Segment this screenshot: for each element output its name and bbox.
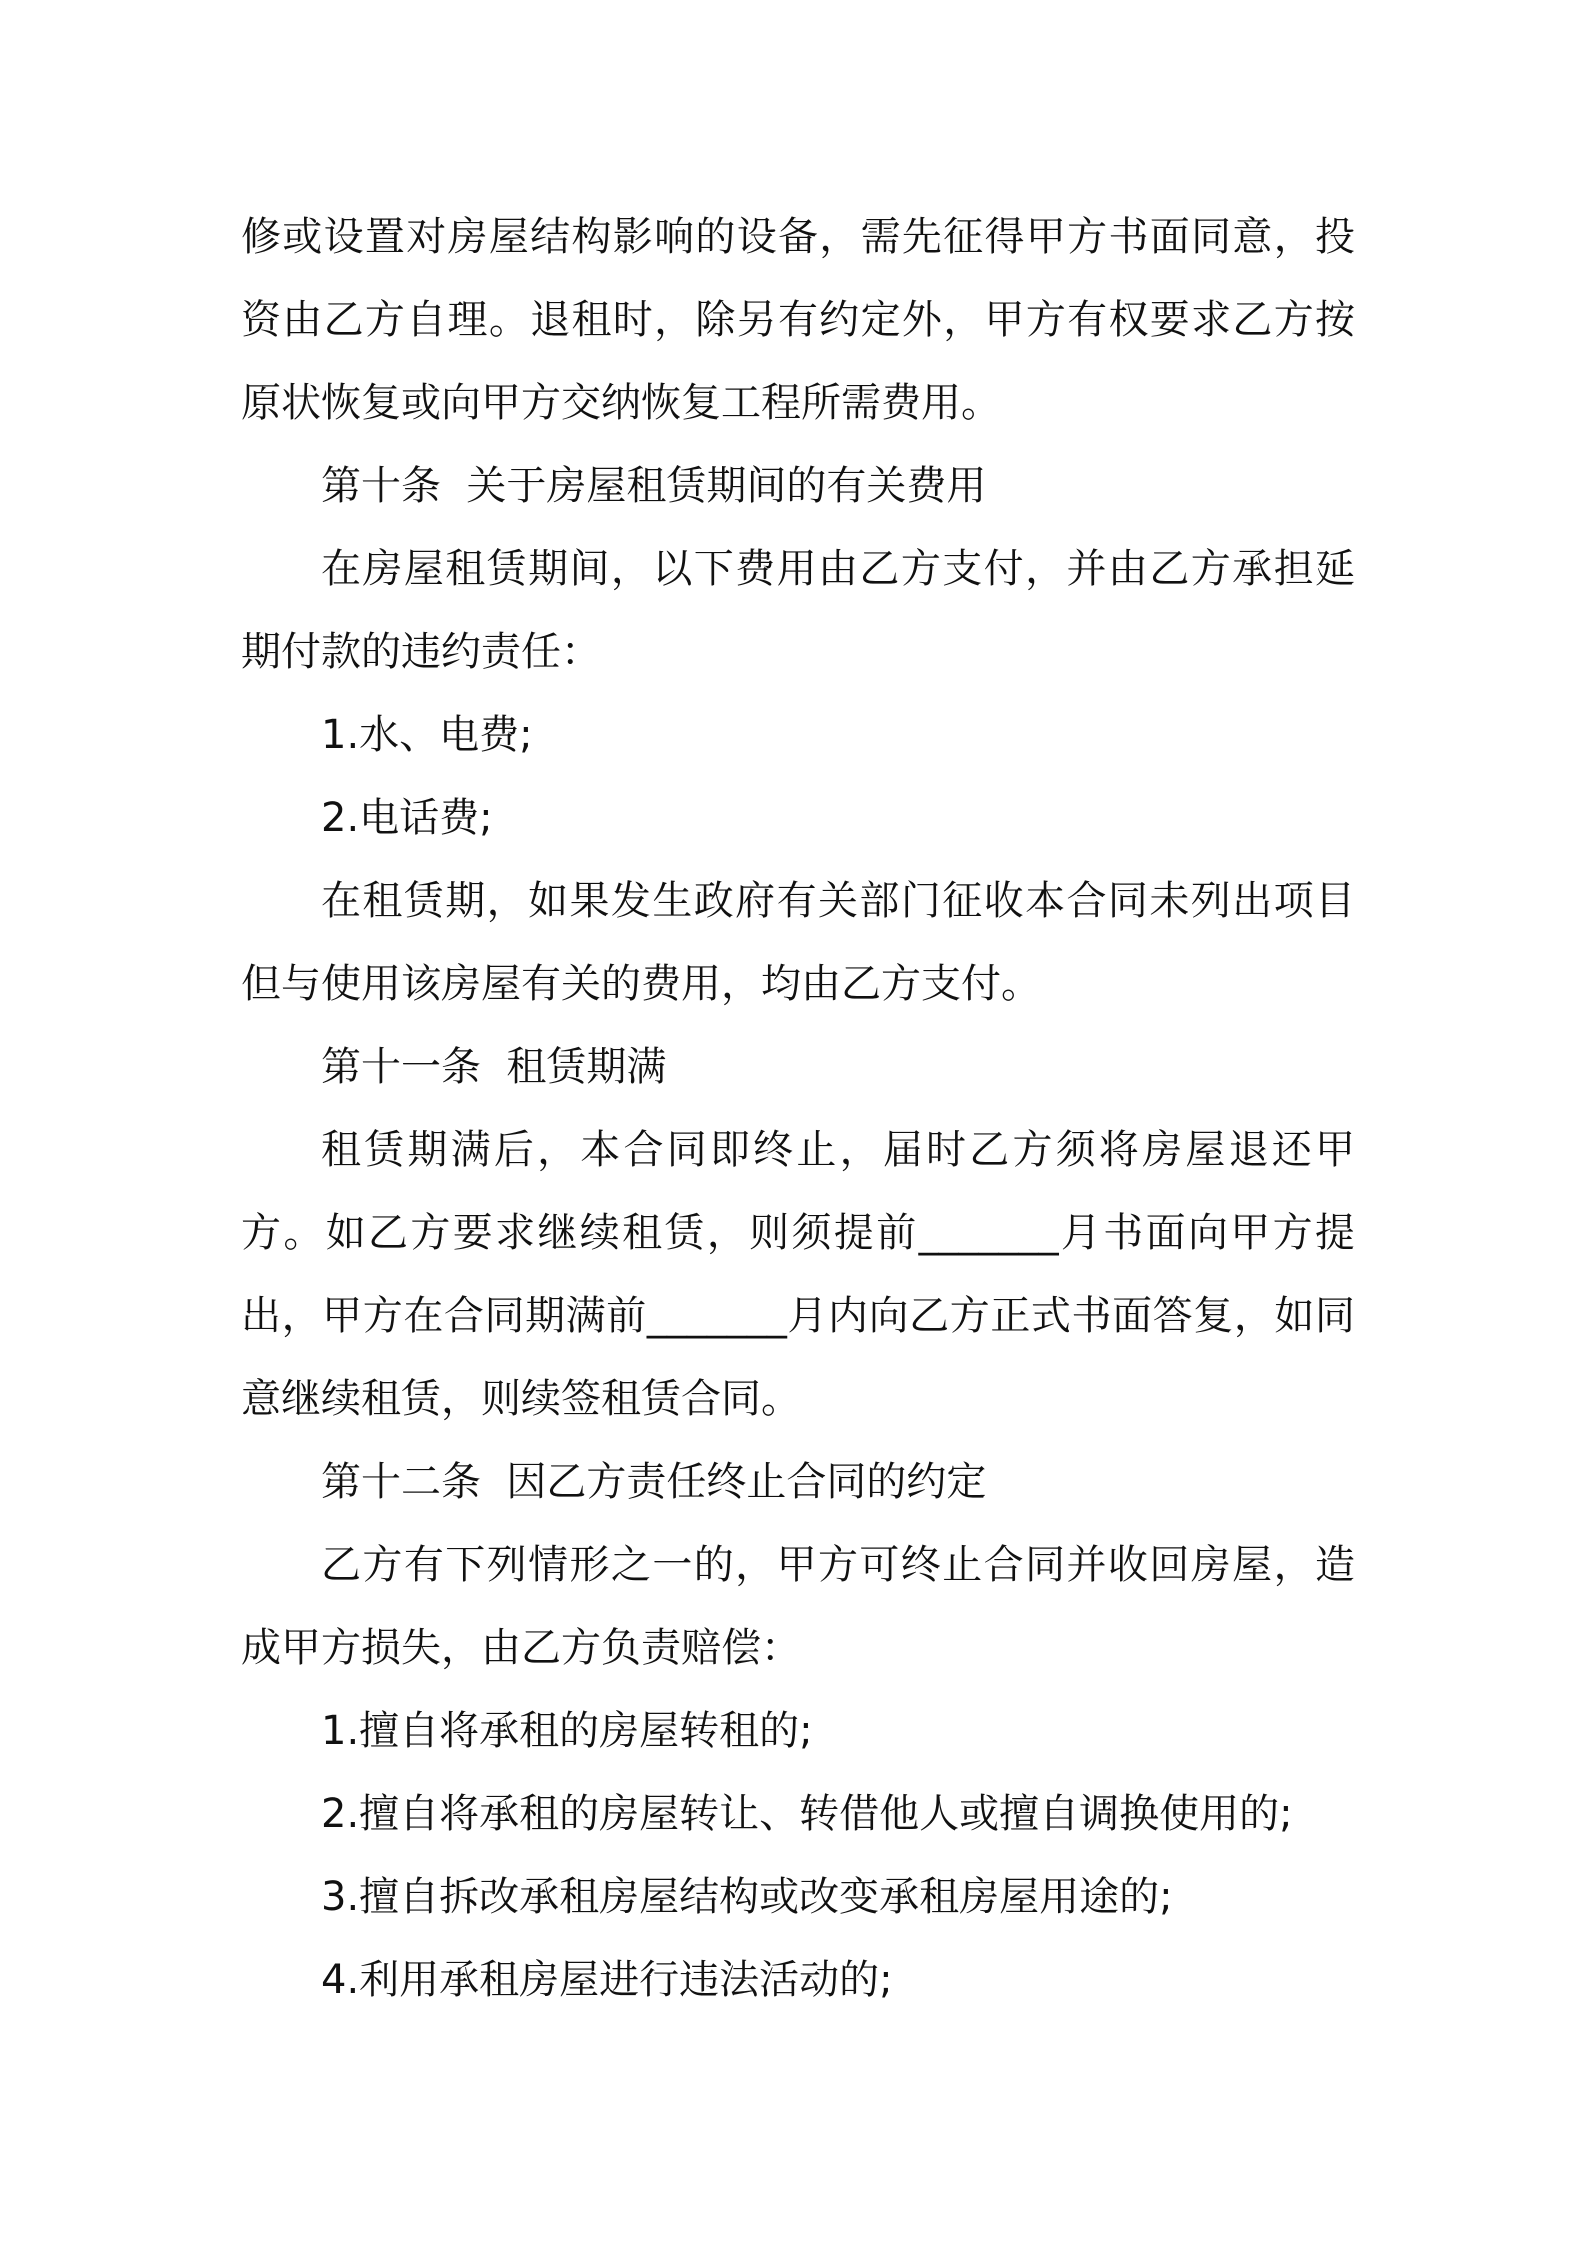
article-12-item-3: 3.擅自拆改承租房屋结构或改变承租房屋用途的; — [321, 1874, 1173, 1920]
document-body — [241, 196, 1355, 2022]
article-12-paragraph-1: 乙方有下列情形之一的，甲方可终止合同并收回房屋，造成甲方损失，由乙方负责赔偿： — [241, 1542, 1355, 1671]
paragraph-intro: 修或设置对房屋结构影响的设备，需先征得甲方书面同意，投资由乙方自理。退租时，除另有约定外，甲方有权要求乙方按原状恢复或向甲方交纳恢复工程所需费用。 — [241, 214, 1355, 426]
article-12-item-4: 4.利用承租房屋进行违法活动的; — [321, 1957, 893, 2003]
article-10-paragraph-1: 在房屋租赁期间，以下费用由乙方支付，并由乙方承担延期付款的违约责任： — [241, 546, 1355, 675]
article-10-heading: 第十条 关于房屋租赁期间的有关费用 — [321, 463, 987, 509]
article-11-paragraph-1: 租赁期满后，本合同即终止，届时乙方须将房屋退还甲方。如乙方要求继续租赁，则须提前_______月书面向甲方提出，甲方在合同期满前_______月内向乙方正式书面答复，如同意继续租赁，则续签租赁合同。 — [241, 1127, 1355, 1422]
article-10-item-1: 1.水、电费; — [321, 712, 533, 758]
article-12-item-1: 1.擅自将承租的房屋转租的; — [321, 1708, 813, 1754]
article-12-item-2: 2.擅自将承租的房屋转让、转借他人或擅自调换使用的; — [321, 1791, 1293, 1837]
article-11-heading: 第十一条 租赁期满 — [321, 1044, 667, 1090]
article-10-item-2: 2.电话费; — [321, 795, 493, 841]
article-12-heading: 第十二条 因乙方责任终止合同的约定 — [321, 1459, 987, 1505]
article-10-paragraph-2: 在租赁期，如果发生政府有关部门征收本合同未列出项目但与使用该房屋有关的费用，均由乙方支付。 — [241, 878, 1355, 1007]
